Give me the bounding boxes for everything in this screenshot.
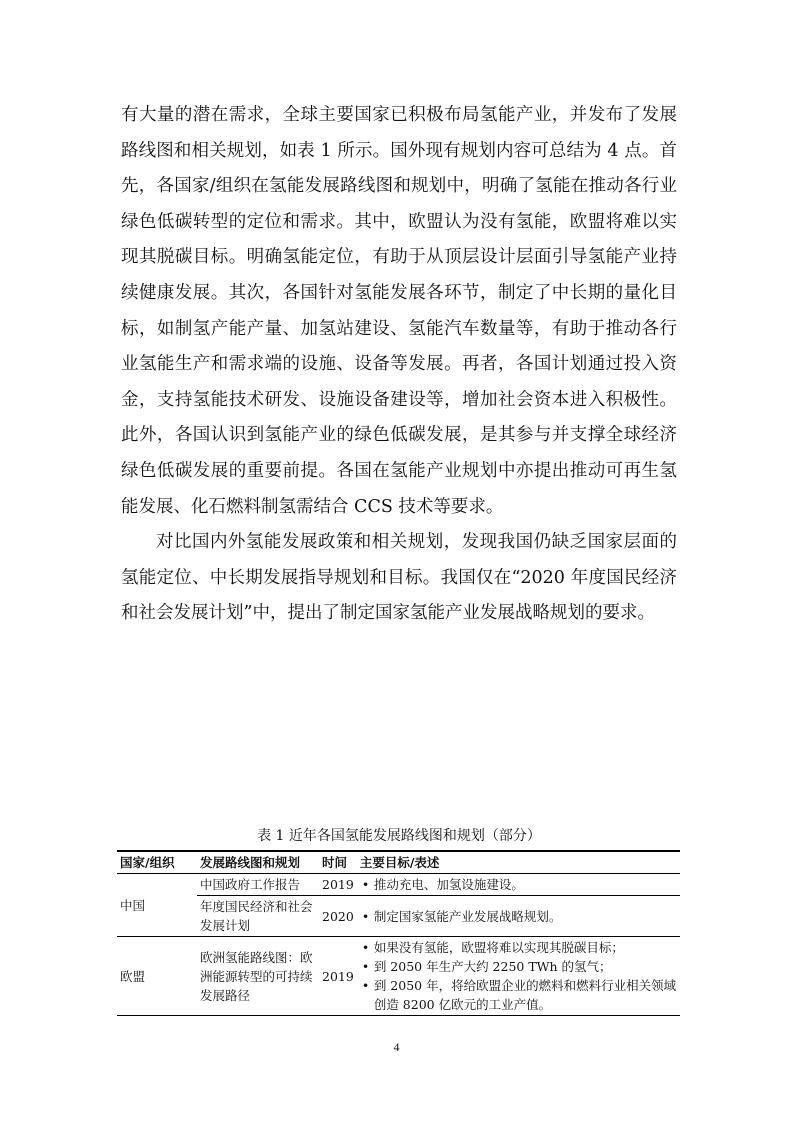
header-plan: 发展路线图和规划 (197, 851, 319, 874)
cell-plan: 中国政府工作报告 (197, 874, 319, 896)
paragraph-2: 对比国内外氢能发展政策和相关规划，发现我国仍缺乏国家层面的氢能定位、中长期发展指导规划和目标。我国仅在“2020 年度国民经济和社会发展计划”中，提出了制定国家氢能产业发展战略规划的要求。 (121, 532, 677, 624)
table-row (117, 937, 680, 1016)
cell-plan: 欧洲氢能路线图：欧洲能源转型的可持续发展路径 (197, 937, 319, 1016)
cell-country: 欧盟 (117, 937, 197, 1016)
cell-goals (357, 937, 680, 1016)
goal-item: • 制定国家氢能产业发展战略规划。 (360, 907, 677, 926)
table-row (117, 874, 680, 896)
cell-year: 2019 (319, 874, 357, 896)
cell-plan: 年度国民经济和社会发展计划 (197, 896, 319, 937)
goal-item: • 推动充电、加氢设施建设。 (360, 875, 677, 894)
header-year: 时间 (319, 851, 357, 874)
hydrogen-plan-table (117, 850, 680, 1016)
header-country: 国家/组织 (117, 851, 197, 874)
goal-list (360, 907, 677, 926)
table-row (117, 896, 680, 937)
goal-item: • 到 2050 年生产大约 2250 TWh 的氢气； (360, 957, 677, 976)
table-header-row (117, 851, 680, 874)
cell-goals (357, 874, 680, 896)
table-caption: 表 1 近年各国氢能发展路线图和规划（部分） (257, 828, 541, 844)
goal-item: • 到 2050 年，将给欧盟企业的燃料和燃料行业相关领域创造 8200 亿欧元的工业产值。 (360, 976, 677, 1014)
goal-list (360, 938, 677, 1014)
cell-goals (357, 896, 680, 937)
cell-year: 2019 (319, 937, 357, 1016)
paragraph-1: 有大量的潜在需求，全球主要国家已积极布局氢能产业，并发布了发展路线图和相关规划，如表 1 所示。国外现有规划内容可总结为 4 点。首先，各国家/组织在氢能发展路线图和规划中，明确了氢能在推动各行业绿色低碳转型的定位和需求。其中，欧盟认为没有氢能，欧盟将难以实现其脱碳目标。明确氢能定位，有助于从顶层设计层面引导氢能产业持续健康发展。其次，各国针对氢能发展各环节，制定了中长期的量化目标，如制氢产能产量、加氢站建设、氢能汽车数量等，有助于推动各行业氢能生产和需求端的设施、设备等发展。再者，各国计划通过投入资金，支持氢能技术研发、设施设备建设等，增加社会资本进入积极性。此外，各国认识到氢能产业的绿色低碳发展，是其参与并支撑全球经济绿色低碳发展的重要前提。各国在氢能产业规划中亦提出推动可再生氢能发展、化石燃料制氢需结合 CCS 技术等要求。 (121, 105, 677, 517)
goal-item: • 如果没有氢能，欧盟将难以实现其脱碳目标； (360, 938, 677, 957)
cell-year: 2020 (319, 896, 357, 937)
body-text (121, 98, 677, 632)
header-goals: 主要目标/表述 (357, 851, 680, 874)
goal-list (360, 875, 677, 894)
cell-country: 中国 (117, 874, 197, 937)
page-number: 4 (393, 1040, 400, 1054)
